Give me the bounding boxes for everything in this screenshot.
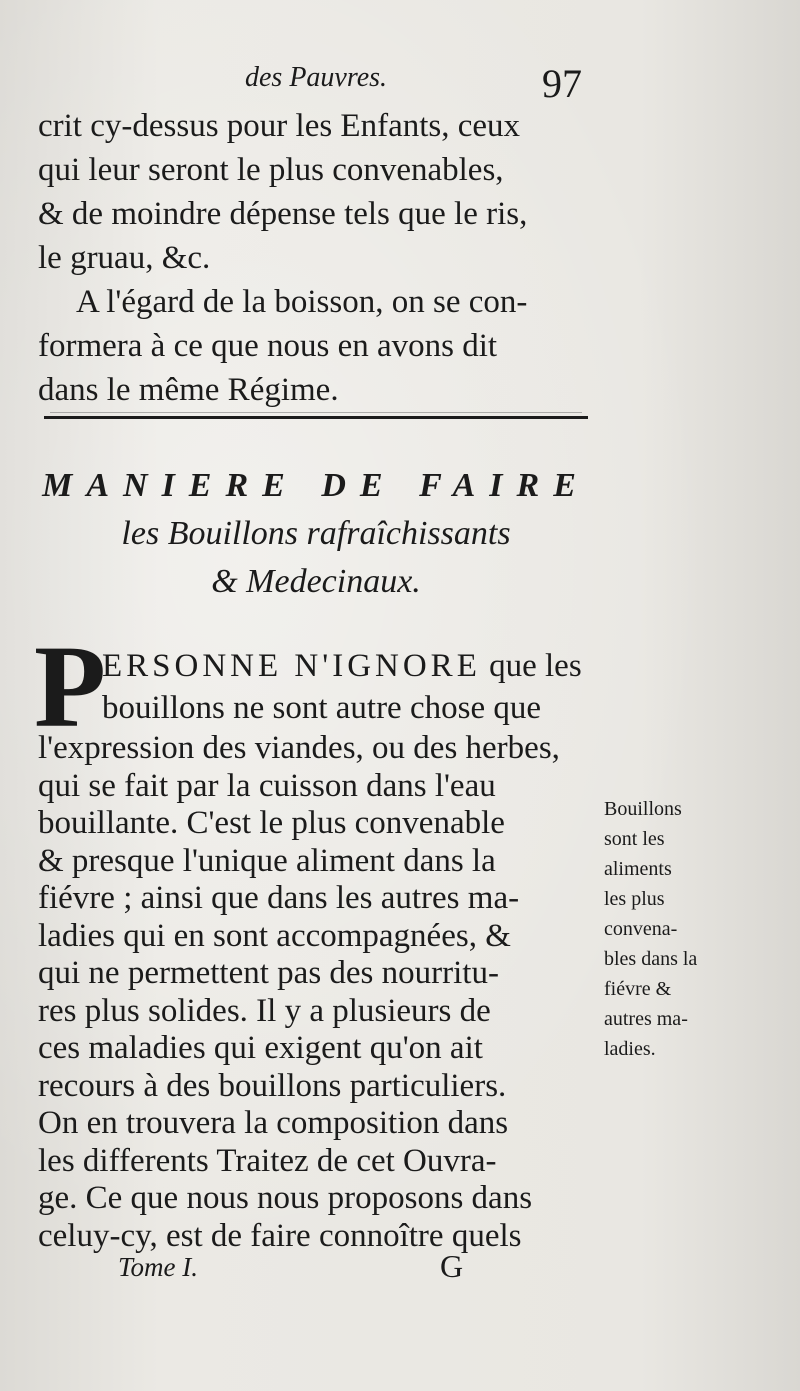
- text-line: dans le même Régime.: [38, 372, 339, 408]
- margin-note-line: autres ma-: [604, 1008, 688, 1030]
- margin-note-line: fiévre &: [604, 978, 672, 1000]
- margin-note-line: ladies.: [604, 1038, 656, 1060]
- margin-note-line: les plus: [604, 888, 665, 910]
- margin-note-line: bles dans la: [604, 948, 698, 970]
- text-line: qui leur seront le plus convenables,: [38, 152, 504, 188]
- text-line: celuy-cy, est de faire connoître quels: [38, 1217, 522, 1254]
- section-title: [40, 462, 592, 606]
- margin-note-line: convena-: [604, 918, 678, 940]
- page-number: 97: [542, 61, 582, 106]
- text-line: ge. Ce que nous nous proposons dans: [38, 1180, 533, 1216]
- text-line: res plus solides. Il y a plusieurs de: [38, 992, 491, 1029]
- margin-note-line: Bouillons: [604, 798, 682, 820]
- text-line: A l'égard de la boisson, on se con-: [76, 284, 528, 320]
- text-line: & presque l'unique aliment dans la: [38, 842, 496, 879]
- text-line: crit cy-dessus pour les Enfants, ceux: [38, 108, 521, 144]
- running-title: des Pauvres.: [245, 62, 388, 93]
- drop-cap: P: [34, 621, 107, 752]
- section-divider: [44, 416, 588, 419]
- section-title-line-3: & Medecinaux.: [211, 563, 421, 600]
- margin-note-line: sont les: [604, 828, 665, 850]
- text-line: recours à des bouillons particuliers.: [38, 1067, 507, 1104]
- text-line: ladies qui en sont accompagnées, &: [38, 917, 511, 954]
- section-title-line-1: MANIERE DE FAIRE: [42, 467, 590, 504]
- text-line: formera à ce que nous en avons dit: [38, 328, 498, 364]
- text-line: ces maladies qui exigent qu'on ait: [38, 1030, 483, 1066]
- margin-note-line: aliments: [604, 858, 672, 880]
- volume-signature: Tome I.: [118, 1252, 199, 1282]
- text-line: qui ne permettent pas des nourritu-: [38, 955, 499, 991]
- first-line: [102, 644, 596, 688]
- text-line: fiévre ; ainsi que dans les autres ma-: [38, 880, 520, 916]
- first-line-smallcaps: ERSONNE N'IGNORE: [102, 648, 481, 684]
- text-line: On en trouvera la composition dans: [38, 1105, 509, 1141]
- margin-note: [604, 794, 764, 1064]
- first-line-rest: que les: [489, 648, 582, 684]
- text-line: le gruau, &c.: [38, 240, 211, 276]
- text-line: & de moindre dépense tels que le ris,: [38, 196, 528, 232]
- text-line: les differents Traitez de cet Ouvra-: [38, 1142, 497, 1179]
- text-line: qui se fait par la cuisson dans l'eau: [38, 767, 496, 804]
- section-title-line-2: les Bouillons rafraîchissants: [121, 515, 511, 552]
- text-line: bouillante. C'est le plus convenable: [38, 805, 505, 841]
- gathering-mark: G: [440, 1248, 464, 1284]
- divider-thin: [50, 412, 582, 413]
- text-line: bouillons ne sont autre chose que: [102, 690, 541, 726]
- text-line: l'expression des viandes, ou des herbes,: [38, 730, 560, 766]
